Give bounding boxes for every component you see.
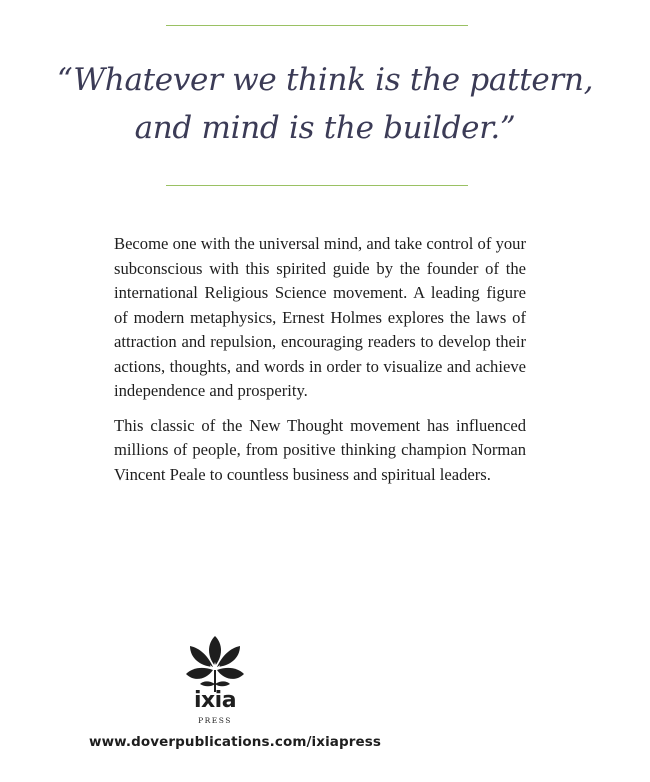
description bbox=[114, 232, 526, 497]
description-paragraph-2: This classic of the New Thought movement has influenced millions of people, from positive thinking champion Norman Vincent Peale to countless business and spiritual leaders. bbox=[114, 415, 526, 484]
pull-quote-line-1: “Whatever we think is the pattern, bbox=[56, 62, 594, 98]
pull-quote bbox=[40, 56, 610, 152]
top-divider bbox=[166, 25, 468, 26]
description-paragraph-1: Become one with the universal mind, and take control of your subconscious with this spirited guide by the founder of the international Religious Science movement. A leading figure of modern metaphysics, Ernest Holmes explores the laws of attraction and repulsion, encouraging readers to develop their actions, thoughts, and words in order to visualize and achieve independence and prosperity. bbox=[114, 234, 526, 400]
publisher-subtitle: PRESS bbox=[198, 716, 232, 725]
pull-quote-line-2: and mind is the builder.” bbox=[134, 110, 516, 146]
publisher-url[interactable]: www.doverpublications.com/ixiapress bbox=[89, 734, 382, 750]
publisher-name: ixia bbox=[193, 688, 237, 713]
bottom-divider bbox=[166, 185, 468, 186]
